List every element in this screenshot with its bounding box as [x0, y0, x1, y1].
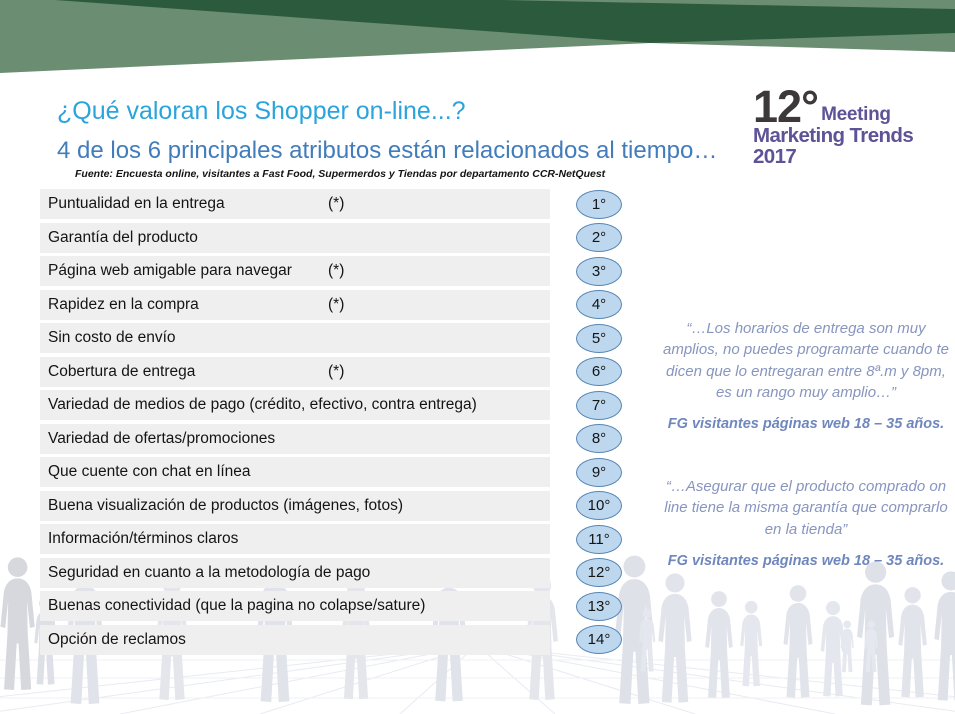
- ranking-label: Página web amigable para navegar: [48, 262, 292, 279]
- ranking-label: Seguridad en cuanto a la metodología de pago: [48, 563, 371, 581]
- rank-badge: 3°: [576, 257, 622, 286]
- slide-subtitle: 4 de los 6 principales atributos están relacionados al tiempo…: [57, 137, 718, 164]
- ranking-row-1: [40, 189, 630, 219]
- right-crowd-silhouettes: [615, 556, 955, 706]
- slide-title: ¿Qué valoran los Shopper on-line...?: [57, 97, 466, 125]
- ranking-label: Que cuente con chat en línea: [48, 463, 251, 480]
- quote-text: “…Los horarios de entrega son muy amplios, no puedes programarte cuando te dicen que lo entregaran entre 8ª.m y 8pm, es un rango muy amplio…”: [662, 320, 949, 401]
- logo-number: 12°: [753, 81, 819, 132]
- ranking-row-8: [40, 424, 630, 454]
- rank-badge: 4°: [576, 290, 622, 319]
- ranking-label: Opción de reclamos: [48, 630, 186, 648]
- ranking-row-10: [40, 491, 630, 521]
- quote-1: [658, 318, 954, 432]
- rank-badge: 8°: [576, 424, 622, 453]
- ranking-row-7: [40, 390, 630, 420]
- ranking-row-4: [40, 290, 630, 320]
- ranking-label: Buenas conectividad (que la pagina no colapse/sature): [48, 597, 426, 614]
- ranking-label: Sin costo de envío: [48, 329, 176, 346]
- asterisk-marker: (*): [328, 362, 345, 380]
- ranking-label: Puntualidad en la entrega: [48, 195, 225, 212]
- ranking-row-11: [40, 524, 630, 554]
- ranking-row-5: [40, 323, 630, 353]
- rank-badge: 11°: [576, 525, 622, 554]
- ranking-row-9: [40, 457, 630, 487]
- source-note: Fuente: Encuesta online, visitantes a Fast Food, Supermerdos y Tiendas por departamento CCR-NetQuest: [75, 168, 606, 180]
- ranking-row-6: [40, 357, 630, 387]
- ranking-row-3: [40, 256, 630, 286]
- rank-badge: 13°: [576, 592, 622, 621]
- rank-badge: 7°: [576, 391, 622, 420]
- rank-badge: 6°: [576, 357, 622, 386]
- rank-badge: 10°: [576, 491, 622, 520]
- ranking-label: Garantía del producto: [48, 228, 198, 246]
- ranking-row-12: [40, 558, 630, 588]
- rank-badge: 12°: [576, 558, 622, 587]
- rank-badge: 5°: [576, 324, 622, 353]
- ranking-label: Buena visualización de productos (imágenes, fotos): [48, 496, 403, 514]
- rank-badge: 9°: [576, 458, 622, 487]
- quote-2: [658, 476, 954, 569]
- ranking-label: Variedad de ofertas/promociones: [48, 429, 276, 447]
- logo-meeting-label: Meeting: [821, 104, 891, 125]
- logo-subtitle: Marketing Trends 2017: [753, 124, 914, 168]
- ranking-row-14: [40, 625, 630, 655]
- asterisk-marker: (*): [328, 262, 345, 279]
- ranking-row-13: [40, 591, 630, 621]
- ranking-row-2: [40, 223, 630, 253]
- rank-badge: 14°: [576, 625, 622, 654]
- ranking-label: Variedad de medios de pago (crédito, efectivo, contra entrega): [48, 396, 477, 413]
- event-logo: [753, 81, 943, 168]
- ranking-label: Rapidez en la compra: [48, 295, 199, 313]
- rank-badge: 1°: [576, 190, 622, 219]
- ranking-label: Información/términos claros: [48, 530, 239, 547]
- quote-text: “…Asegurar que el producto comprado on line tiene la misma garantía que comprarlo en la tienda”: [664, 478, 948, 538]
- quote-attribution: FG visitantes páginas web 18 – 35 años.: [667, 552, 945, 569]
- ranking-table: [40, 189, 630, 658]
- header-ribbon-banner: [0, 0, 955, 90]
- asterisk-marker: (*): [328, 295, 345, 313]
- asterisk-marker: (*): [328, 195, 345, 212]
- rank-badge: 2°: [576, 223, 622, 252]
- quote-attribution: FG visitantes páginas web 18 – 35 años.: [667, 416, 945, 433]
- ranking-label: Cobertura de entrega: [48, 362, 196, 380]
